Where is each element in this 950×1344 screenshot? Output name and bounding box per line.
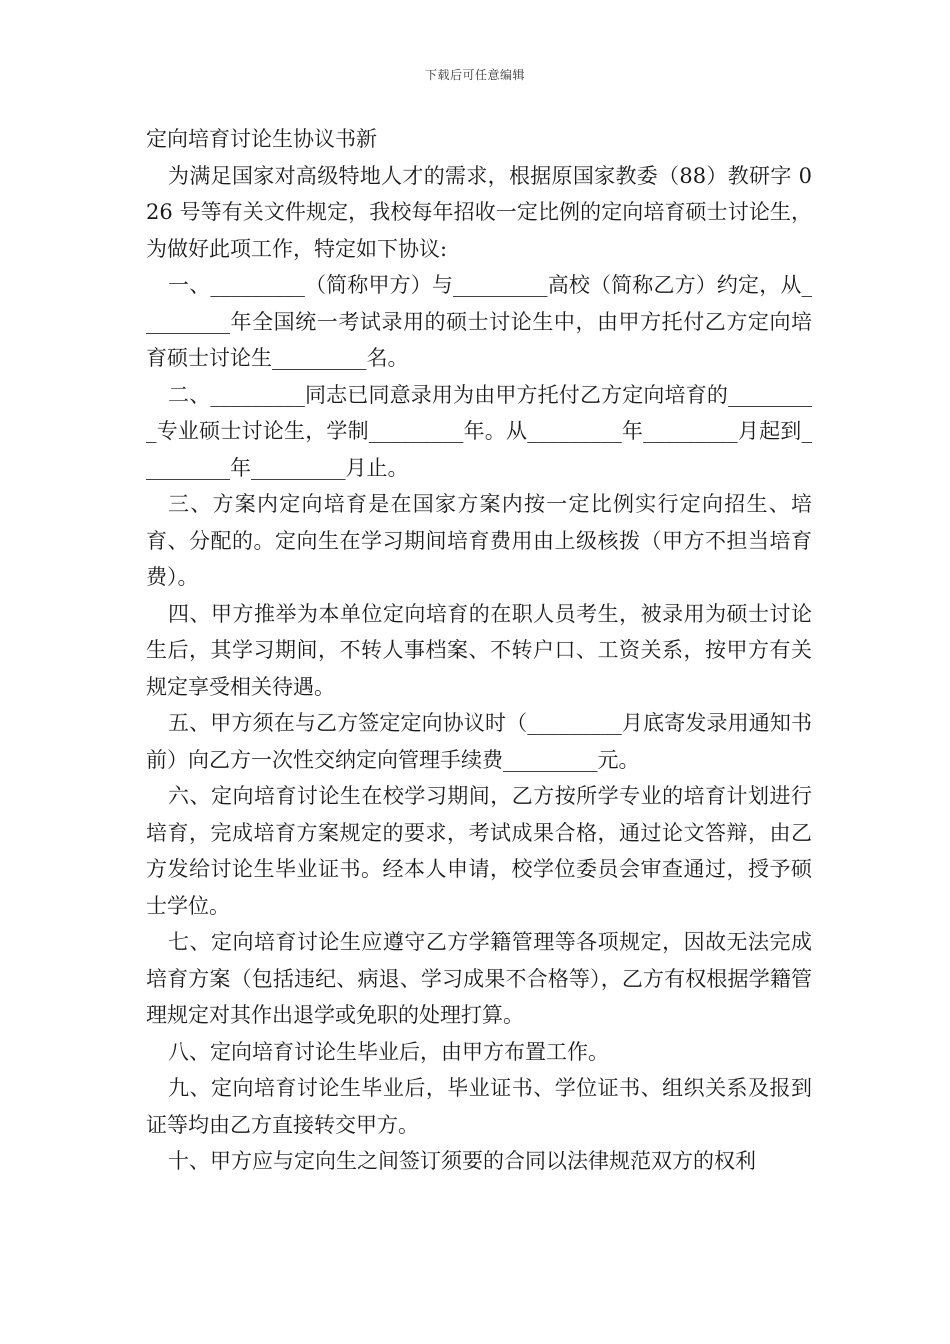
clause-10: 十、甲方应与定向生之间签订须要的合同以法律规范双方的权利 <box>168 1149 757 1173</box>
page-header-note: 下载后可任意编辑 <box>424 68 525 82</box>
clause-5: 五、甲方须在与乙方签定定向协议时（_________月底寄发录用通知书前）向乙方一次性交纳定向管理手续费_________元。 <box>146 711 812 772</box>
clause-9: 九、定向培育讨论生毕业后，毕业证书、学位证书、组织关系及报到证等均由乙方直接转交甲方。 <box>146 1076 812 1137</box>
clause-4: 四、甲方推举为本单位定向培育的在职人员考生，被录用为硕士讨论生后，其学习期间，不转人事档案、不转户口、工资关系，按甲方有关规定享受相关待遇。 <box>146 601 812 699</box>
clause-8: 八、定向培育讨论生毕业后，由甲方布置工作。 <box>168 1039 610 1064</box>
clause-1: 一、_________（简称甲方）与_________高校（简称乙方）约定，从_________年全国统一考试录用的硕士讨论生中，由甲方托付乙方定向培育硕士讨论生_________名。 <box>146 273 812 370</box>
clause-7: 七、定向培育讨论生应遵守乙方学籍管理等各项规定，因故无法完成培育方案（包括违纪、病退、学习成果不合格等），乙方有权根据学籍管理规定对其作出退学或免职的处理打算。 <box>146 930 812 1027</box>
preamble-paragraph: 为满足国家对高级特地人才的需求，根据原国家教委（88）教研字 026 号等有关文件规定，我校每年招收一定比例的定向培育硕士讨论生，为做好此项工作，特定如下协议: <box>146 163 812 261</box>
clause-6: 六、定向培育讨论生在校学习期间，乙方按所学专业的培育计划进行培育，完成培育方案规定的要求，考试成果合格，通过论文答辩，由乙方发给讨论生毕业证书。经本人申请，校学位委员会审查通过，授予硕士学位。 <box>146 784 812 918</box>
clause-3: 三、方案内定向培育是在国家方案内按一定比例实行定向招生、培育、分配的。定向生在学习期间培育费用由上级核拨（甲方不担当培育费）。 <box>146 492 812 589</box>
clause-2: 二、_________同志已同意录用为由甲方托付乙方定向培育的_________专业硕士讨论生，学制_________年。从_________年_________月起到_________年_________月止。 <box>146 382 812 480</box>
document-title: 定向培育讨论生协议书新 <box>146 127 377 151</box>
document-body <box>146 121 812 1180</box>
